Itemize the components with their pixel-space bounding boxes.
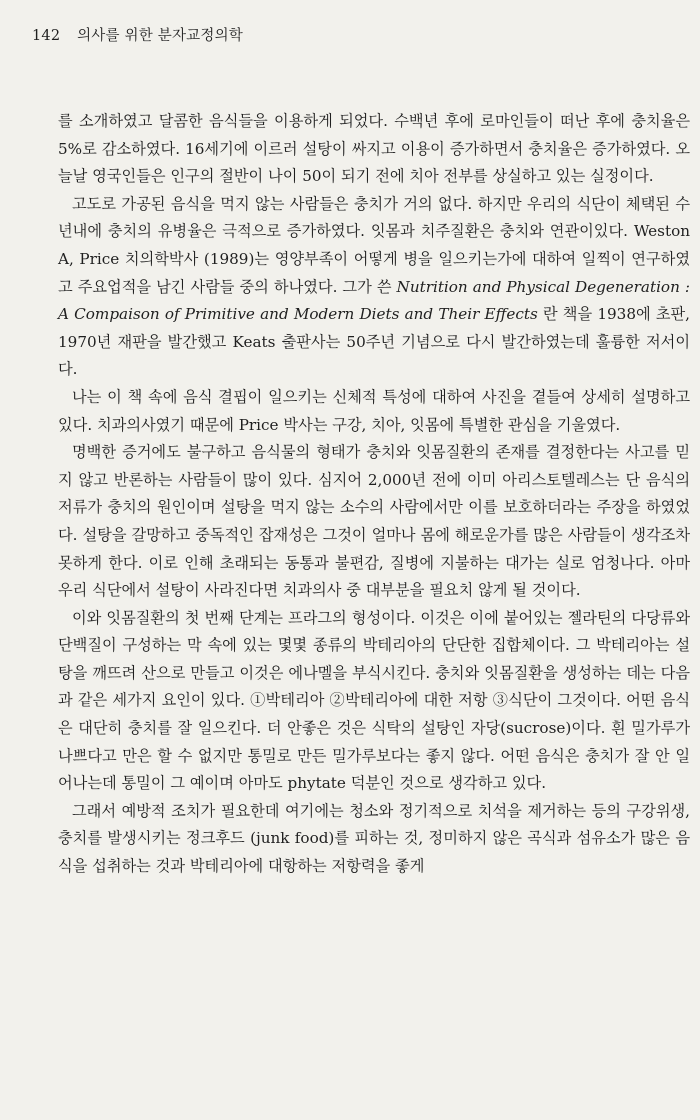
paragraph: 그래서 예방적 조치가 필요한데 여기에는 청소와 정기적으로 치석을 제거하는 등의 구강위생, 충치를 발생시키는 정크후드 (junk food)를 피하는 것, 정미하지 않은 곡식과 섬유소가 많은 음식을 섭취하는 것과 박테리아에 대항하는 저항력을 좋게 — [58, 801, 690, 876]
paragraph: 명백한 증거에도 불구하고 음식물의 형태가 충치와 잇몸질환의 존재를 결정한다는 사고를 믿지 않고 반론하는 사람들이 많이 있다. 심지어 2,000년 전에 이미 아리스토텔레스는 단 음식의 저류가 충치의 원인이며 설탕을 먹지 않는 소수의 사람에서만 이를 보호하더라는 주장을 하였었다. 설탕을 갈망하고 중독적인 잡재성은 그것이 얼마나 몸에 해로운가를 많은 사람들이 생각조차 못하게 한다. 이로 인해 초래되는 동통과 불편감, 질병에 지불하는 대가는 실로 엄청나다. 아마 우리 식단에서 설탕이 사라진다면 치과의사 중 대부분을 필요치 않게 될 것이다. — [58, 443, 690, 600]
paragraph: 나는 이 책 속에 음식 결핍이 일으키는 신체적 특성에 대하여 사진을 곁들여 상세히 설명하고 있다. 치과의사였기 때문에 Price 박사는 구강, 치아, 잇몸에 특별한 관심을 기울였다. — [58, 387, 690, 434]
running-header — [32, 24, 243, 45]
paragraph: 이와 잇몸질환의 첫 번째 단계는 프라그의 형성이다. 이것은 이에 붙어있는 젤라틴의 다당류와 단백질이 구성하는 막 속에 있는 몇몇 종류의 박테리아의 단단한 집합체이다. 그 박테리아는 설탕을 깨뜨려 산으로 만들고 이것은 에나멜을 부식시킨다. 충치와 잇몸질환을 생성하는 데는 다음과 같은 세가지 요인이 있다. ①박테리아 ②박테리아에 대한 저항 ③식단이 그것이다. 어떤 음식은 대단히 충치를 잘 일으킨다. 더 안좋은 것은 식탁의 설탕인 자당(sucrose)이다. 흰 밀가루가 나쁘다고 만은 할 수 없지만 통밀로 만든 밀가루보다는 좋지 않다. 어떤 음식은 충치가 잘 안 일어나는데 통밀이 그 예이며 아마도 phytate 덕분인 것으로 생각하고 있다. — [58, 608, 690, 793]
body-text — [58, 108, 690, 881]
page-number: 142 — [32, 28, 61, 44]
cited-book-title: Nutrition and Physical Degeneration : A Compaison of Primitive and Modern Diets and Their Effects — [58, 277, 691, 324]
paragraph: 를 소개하였고 달콤한 음식들을 이용하게 되었다. 수백년 후에 로마인들이 떠난 후에 충치율은 5%로 감소하였다. 16세기에 이르러 설탕이 싸지고 이용이 증가하면서 충치율은 증가하였다. 오늘날 영국인들은 인구의 절반이 나이 50이 되기 전에 치아 전부를 상실하고 있는 실정이다. — [58, 112, 690, 186]
paragraph-text: 란 책을 1938에 초판, 1970년 재판을 발간했고 Keats 출판사는 50주년 기념으로 다시 발간하였는데 훌륭한 저서이다. — [58, 305, 691, 379]
paragraph — [58, 191, 690, 384]
paragraph-text: 고도로 가공된 음식을 먹지 않는 사람들은 충치가 거의 없다. 하지만 우리의 식단이 체택된 수년내에 충치의 유병율은 극적으로 증가하였다. 잇몸과 치주질환은 충치와 연관이있다. Weston A, Price 치의학박사 (1989)는 영양부족이 어떻게 병을 일으키는가에 대하여 일찍이 연구하였고 주요업적을 남긴 사람들 중의 하나였다. 그가 쓴 — [58, 194, 690, 296]
book-title-header: 의사를 위한 분자교정의학 — [77, 28, 243, 44]
